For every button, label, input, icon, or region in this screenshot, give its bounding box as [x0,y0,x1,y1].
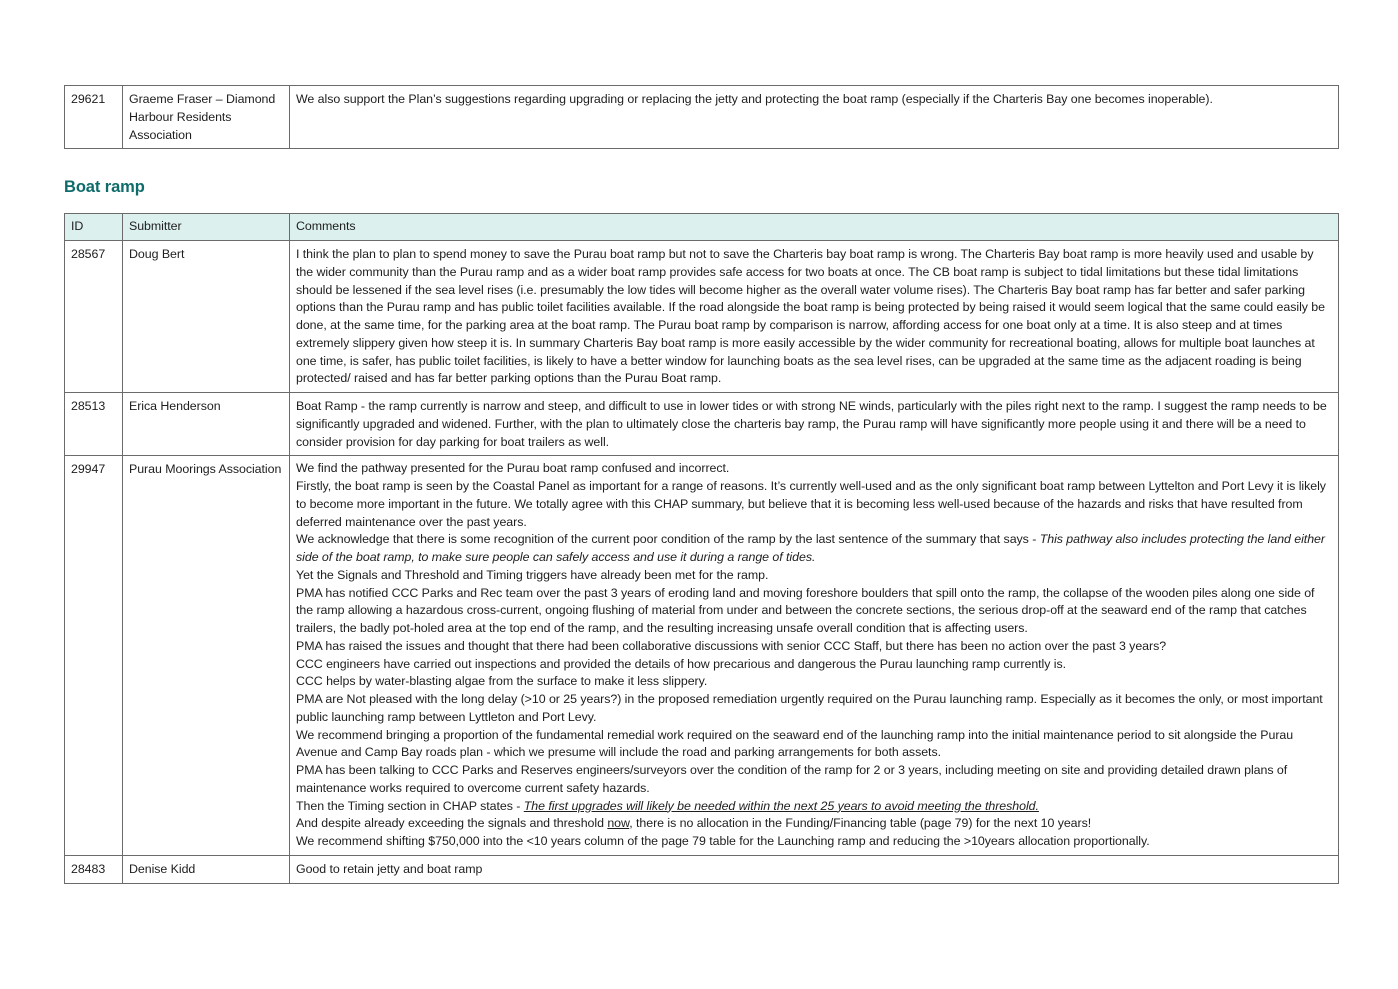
submitter-name: Graeme Fraser – Diamond Harbour Residents Association [123,86,290,149]
submission-comment: Good to retain jetty and boat ramp [290,855,1339,883]
paragraph-text: And despite already exceeding the signals and threshold [296,816,608,831]
emphasis-text: now [607,816,630,831]
comment-paragraph: PMA are Not pleased with the long delay (>10 or 25 years?) in the proposed remediation urgently required on the Purau launching ramp. Especially as it becomes the only, or most important public launching ramp between Lyttleton and Port Levy. [296,692,1323,724]
column-header-submitter: Submitter [123,214,290,241]
paragraph-text: , there is no allocation in the Funding/Financing table (page 79) for the next 10 years! [629,816,1092,831]
submitter-name: Denise Kidd [123,855,290,883]
comment-paragraph: CCC helps by water-blasting algae from the surface to make it less slippery. [296,674,708,689]
table-row [65,241,1339,393]
comment-paragraph [296,798,1332,816]
table-row [65,456,1339,856]
submission-id: 28483 [65,855,123,883]
submission-comment [290,456,1339,856]
submission-comment: We also support the Plan’s suggestions regarding upgrading or replacing the jetty and protecting the boat ramp (especially if the Charteris Bay one becomes inoperable). [290,86,1339,149]
comment-paragraph: Firstly, the boat ramp is seen by the Coastal Panel as important for a range of reasons. It’s currently well-used and as the only significant boat ramp between Lyttelton and Port Levy it is likely to become more important in the future. We totally agree with this CHAP summary, but believe that it is becoming less well-used because of the hazards and risks that have resulted from deferred maintenance over the past years. [296,479,1326,529]
submission-comment: I think the plan to plan to spend money to save the Purau boat ramp but not to save the Charteris bay boat ramp is wrong. The Charteris Bay boat ramp is more heavily used and usable by the wider community than the Purau ramp and as a wider boat ramp provides safe access for two boats at once. The CB boat ramp is subject to tidal limitations but these tidal limitations should be lessened if the sea level rises (i.e. presumably the low tides will become higher as the overall water volume rises). The Charteris Bay boat ramp has far better and safer parking options than the Purau ramp and has public toilet facilities available. If the road alongside the boat ramp is being protected by being raised it would seem logical that the same could easily be done, at the same time, for the parking area at the boat ramp. The Purau boat ramp by comparison is narrow, affording access for one boat only at a time. It is also steep and at times extremely slippery given how steep it is. In summary Charteris Bay boat ramp is more easily accessible by the wider community for recreational boating, allows for multiple boat launches at one time, is safer, has public toilet facilities, is likely to have a better window for launching boats as the sea level rises, can be upgraded at the same time as the adjacent roading is being protected/ raised and has far better parking options than the Purau Boat ramp. [290,241,1339,393]
submitter-name: Doug Bert [123,241,290,393]
boat-ramp-submissions-table [64,213,1339,884]
table-row [65,855,1339,883]
column-header-comments: Comments [290,214,1339,241]
submitter-name: Purau Moorings Association [123,456,290,856]
comment-paragraph [296,531,1332,567]
quoted-text: The first upgrades will likely be needed within the next 25 years to avoid meeting the threshold. [523,798,1039,813]
submission-id: 28513 [65,393,123,456]
table-header-row [65,214,1339,241]
table-row [65,86,1339,149]
comment-paragraph: Yet the Signals and Threshold and Timing triggers have already been met for the ramp. [296,567,769,582]
continued-submissions-table [64,85,1339,149]
submission-id: 29621 [65,86,123,149]
submission-id: 29947 [65,456,123,856]
paragraph-text: Then the Timing section in CHAP states - [296,798,524,813]
submitter-name: Erica Henderson [123,393,290,456]
comment-paragraph: We recommend shifting $750,000 into the <10 years column of the page 79 table for the Launching ramp and reducing the >10years allocation proportionally. [296,834,1150,848]
section-heading: Boat ramp [64,178,145,196]
submission-comment: Boat Ramp - the ramp currently is narrow and steep, and difficult to use in lower tides or with strong NE winds, particularly with the piles right next to the ramp. I suggest the ramp needs to be significantly upgraded and widened. Further, with the plan to ultimately close the charteris bay ramp, the Purau ramp will have significantly more people using it and there will be a need to consider provision for day parking for boat trailers as well. [290,393,1339,456]
column-header-id: ID [65,214,123,241]
quoted-text: This pathway also includes protecting the land either side of the boat ramp, to make sure people can safely access and use it during a range of tides. [296,532,1325,564]
comment-paragraph: PMA has been talking to CCC Parks and Reserves engineers/surveyors over the condition of the ramp for 2 or 3 years, including meeting on site and providing detailed drawn plans of maintenance works required to overcome current safety hazards. [296,763,1288,795]
comment-paragraph: PMA has raised the issues and thought that there had been collaborative discussions with senior CCC Staff, but there has been no action over the past 3 years? [296,638,1167,653]
comment-paragraph: CCC engineers have carried out inspections and provided the details of how precarious and dangerous the Purau launching ramp currently is. [296,656,1067,671]
submission-id: 28567 [65,241,123,393]
comment-paragraph: We recommend bringing a proportion of the fundamental remedial work required on the seaward end of the launching ramp into the initial maintenance period to sit alongside the Purau Avenue and Camp Bay roads plan - which we presume will include the road and parking arrangements for both assets. [296,727,1294,760]
paragraph-text: We acknowledge that there is some recognition of the current poor condition of the ramp by the last sentence of the summary that says - [296,532,1040,547]
comment-paragraph: PMA has notified CCC Parks and Rec team over the past 3 years of eroding land and moving foreshore boulders that spill onto the ramp, the collapse of the wooden piles along one side of the ramp allowing a hazardous cross-current, ongoing flushing of material from under and between the concrete sections, the serious drop-off at the seaward end of the ramp that catches trailers, the badly pot-holed area at the top end of the ramp, and the resulting increasing unsafe overall condition that is affecting users. [296,585,1315,635]
table-row [65,393,1339,456]
comment-paragraph: We find the pathway presented for the Purau boat ramp confused and incorrect. [296,461,730,476]
comment-paragraph [296,815,1332,833]
